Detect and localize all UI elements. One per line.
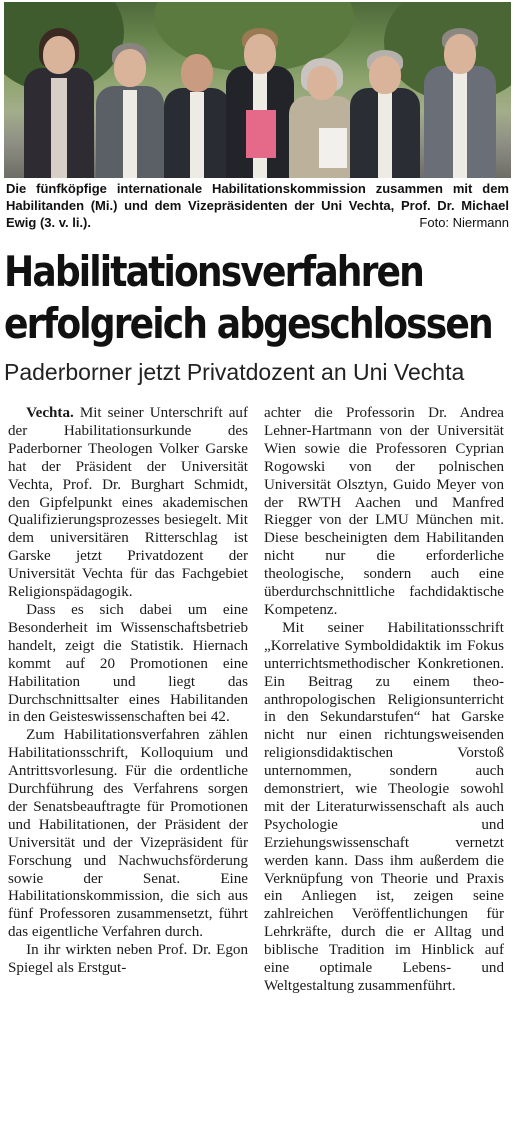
article-column-right	[264, 405, 504, 996]
article-paragraph: Mit seiner Habilitationsschrift „Korrelative Symboldidaktik im Fokus unterrichtsmethodischer Konkretionen. Ein Beitrag zu einem theo-anthropologischen Religionsunterricht in den Sekundarstufen“ hat Garske nicht nur einen richtungsweisenden religionsdidaktischen Vorstoß unternommen, sondern auch demonstriert, wie Theologie sowohl mit der Literaturwissenschaft als auch Psychologie und Erziehungswissenschaft vernetzt werden kann. Dass ihm außerdem die Verknüpfung von Theorie und Praxis ein Anliegen ist, zeigen seine zahlreichen Veröffentlichungen für Lehrkräfte, durch die er Alltag und biblische Tradition im Hinblick auf eine optimale Lebens- und Weltgestaltung zusammenführt.	[264, 619, 504, 994]
article-paragraph: Zum Habilitationsverfahren zählen Habilitationsschrift, Kolloquium und Antrittsvorlesung. Für die ordentliche Durchführung des Verfahrens sorgen der Senatsbeauftragte für Promotionen und Habilitationen, der Präsident der Universität und der Vizepräsident für Forschung und Nachwuchsförderung sowie der Senat. Eine Habilitationskommission, die sich aus fünf Professoren zusammensetzt, führt das eigentliche Verfahren durch.	[8, 727, 248, 941]
headline-line-1: Habilitationsverfahren	[4, 247, 423, 296]
photo-credit: Foto: Niermann	[419, 215, 509, 230]
person-1	[24, 28, 94, 178]
certificate-folder	[246, 110, 276, 158]
person-6	[350, 50, 420, 178]
photo-caption	[6, 180, 509, 231]
dateline: Vechta.	[26, 405, 74, 421]
article-paragraph: Dass es sich dabei um eine Besonderheit im Wissenschaftsbetrieb handelt, zeigt die Statistik. Hiernach kommt auf 20 Promotionen eine Habilitation und liegt das Durchschnittsalter eines Habilitanden in den Geisteswissenschaften bei 42.	[8, 601, 248, 726]
article-subheadline: Paderborner jetzt Privatdozent an Uni Vechta	[4, 359, 465, 385]
article-paragraph: In ihr wirkten neben Prof. Dr. Egon Spiegel als Erstgut-	[8, 942, 248, 977]
paragraph-text: Mit seiner Unterschrift auf der Habilitationsurkunde des Paderborner Theologen Volker Garske hat der Präsident der Universität Vechta, Prof. Dr. Burghart Schmidt, den Gipfelpunkt eines akademischen Qualifizierungsprozesses besiegelt. Mit dem universitären Ritterschlag ist Garske jetzt Privatdozent der Universität Vechta für das Fachgebiet Religionspädagogik.	[8, 405, 248, 601]
person-7	[424, 28, 496, 178]
article-column-left	[8, 405, 248, 978]
article-headline	[4, 246, 511, 350]
article-paragraph	[8, 405, 248, 602]
caption-text: Die fünfköpfige internationale Habilitationskommission zusammen mit dem Habilitanden (Mi.) und dem Vizepräsidenten der Uni Vechta, Prof. Dr. Michael Ewig (3. v. li.).	[6, 181, 509, 230]
article-paragraph: achter die Professorin Dr. Andrea Lehner-Hartmann von der Universität Wien sowie die Professoren Cyprian Rogowski von der polnischen Universität Olsztyn, Guido Meyer von der RWTH Aachen und Manfred Riegger von der LMU München mit. Diese bescheinigten dem Habilitanden nicht nur die erforderliche theologische, sondern auch eine überdurchschnittliche fachdidaktische Kompetenz.	[264, 405, 504, 618]
person-4	[226, 28, 294, 178]
person-5	[289, 58, 355, 178]
group-photo	[4, 2, 511, 178]
paper-document	[319, 128, 347, 168]
person-2	[96, 43, 164, 178]
headline-line-2: erfolgreich abgeschlossen	[4, 299, 492, 348]
person-3	[164, 48, 230, 178]
